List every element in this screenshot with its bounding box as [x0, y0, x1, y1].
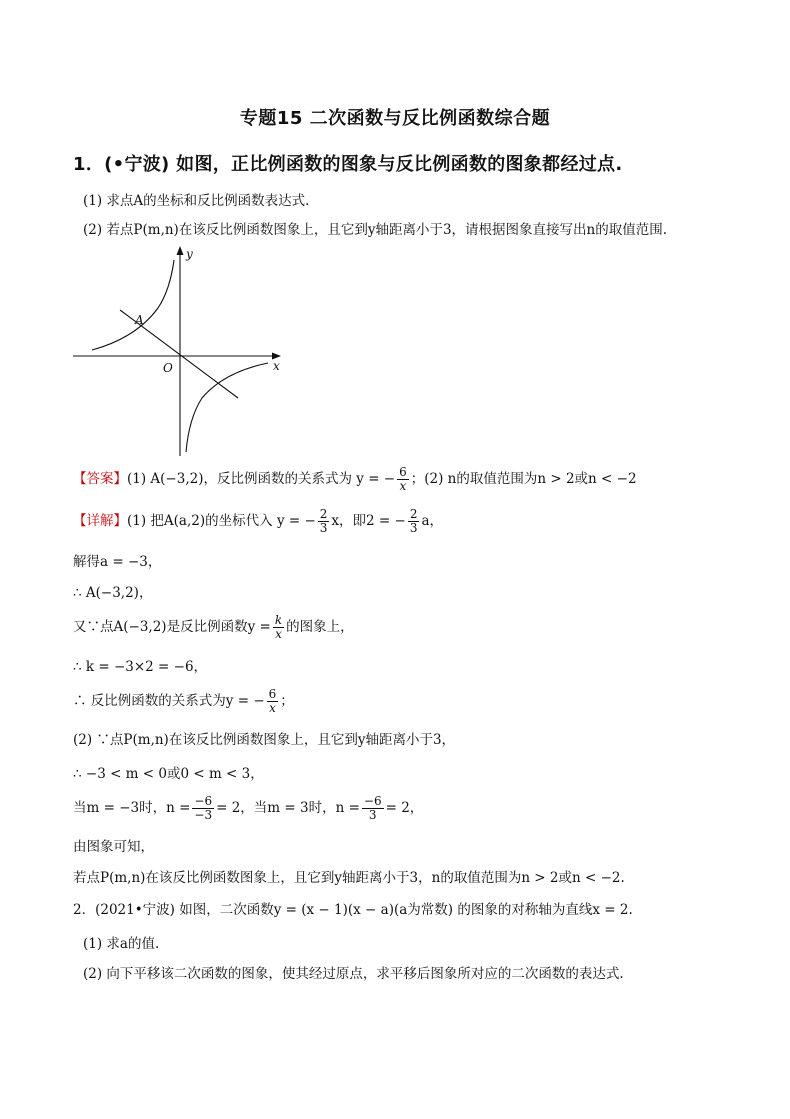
question-2-stem: 2．(2021•宁波) 如图，二次函数y = (x − 1)(x − a)(a为常数) 的图象的对称轴为直线x = 2.: [73, 902, 633, 918]
hyperbola-branch-right: [186, 363, 268, 452]
detail-text: (1) 把A(a,2)的坐标代入: [127, 513, 273, 529]
detail-text: ∴ 反比例函数的关系式为: [73, 693, 226, 709]
detail-text: a，: [421, 513, 444, 529]
page-title: 专题15 二次函数与反比例函数综合题: [239, 108, 551, 129]
detail-text: 的图象上，: [286, 619, 354, 635]
fraction-denominator: x: [275, 627, 282, 641]
detail-line-6: [73, 688, 294, 715]
detail-line-10: 由图象可知，: [73, 839, 154, 855]
answer-tag: 【答案】: [73, 471, 127, 487]
fraction-numerator: 2: [409, 507, 418, 521]
answer-fraction: [397, 466, 409, 493]
detail-fraction: [318, 508, 330, 535]
detail-text: ；: [280, 693, 294, 709]
detail-text: 当m = −3时，n =: [73, 800, 191, 816]
detail-fraction: [362, 795, 384, 822]
detail-line-8: ∴ −3 < m < 0或0 < m < 3，: [73, 766, 264, 782]
detail-tag: 【详解】: [73, 513, 127, 529]
detail-line-3: ∴ A(−3,2)，: [73, 585, 153, 601]
question-1-part-1: (1) 求点A的坐标和反比例函数表达式.: [83, 193, 310, 209]
detail-line-9: [73, 795, 423, 822]
detail-line-4: [73, 614, 354, 641]
detail-text: y = −: [225, 693, 265, 709]
answer-expr-prefix: y = −: [356, 471, 396, 487]
fraction-numerator: 6: [399, 465, 407, 479]
fraction-numerator: 2: [319, 507, 328, 521]
fraction-denominator: 3: [368, 808, 377, 822]
detail-text: 又∵点A(−3,2)是反比例函数: [73, 619, 248, 635]
fraction-numerator: −6: [363, 794, 382, 808]
detail-text: y = −: [276, 513, 316, 529]
y-axis-label: y: [186, 247, 193, 261]
answer-part-2: ；(2) n的取值范围为n > 2或n < −2: [410, 471, 637, 487]
answer-line: [73, 466, 637, 493]
detail-text: y =: [247, 619, 271, 635]
detail-line-1: [73, 508, 443, 535]
detail-text: = 2，: [385, 800, 424, 816]
fraction-numerator: 6: [268, 687, 277, 701]
function-graph-figure: [68, 238, 293, 460]
detail-text: = 2，当m = 3时，n =: [216, 800, 360, 816]
x-axis-label: x: [273, 359, 280, 373]
detail-line-11: 若点P(m,n)在该反比例函数图象上，且它到y轴距离小于3，n的取值范围为n > 2或n < −2.: [73, 870, 625, 886]
hyperbola-branch-left: [92, 260, 174, 350]
detail-fraction: [192, 795, 214, 822]
question-2-part-1: (1) 求a的值.: [83, 936, 160, 952]
detail-fraction: [408, 508, 420, 535]
fraction-numerator: k: [274, 613, 283, 627]
answer-part-1: (1) A(−3,2)，反比例函数的关系式为: [127, 471, 352, 487]
detail-fraction: [273, 614, 284, 641]
fraction-denominator: −3: [194, 808, 213, 822]
detail-text: x，即2 = −: [331, 513, 406, 529]
fraction-denominator: 3: [409, 521, 418, 535]
detail-line-5: ∴ k = −3×2 = −6，: [73, 659, 208, 675]
detail-line-7: (2) ∵点P(m,n)在该反比例函数图象上，且它到y轴距离小于3，: [73, 732, 456, 748]
question-2-part-2: (2) 向下平移该二次函数的图象，使其经过原点，求平移后图象所对应的二次函数的表达式.: [83, 966, 624, 982]
fraction-denominator: 3: [319, 521, 328, 535]
fraction-denominator: x: [269, 701, 276, 715]
origin-label: O: [163, 361, 173, 375]
question-1-stem: 1．(•宁波) 如图，正比例函数的图象与反比例函数的图象都经过点.: [73, 154, 623, 175]
detail-fraction: [267, 688, 279, 715]
fraction-denominator: x: [399, 479, 407, 493]
detail-line-2: 解得a = −3，: [73, 554, 162, 570]
question-1-part-2: (2) 若点P(m,n)在该反比例函数图象上，且它到y轴距离小于3，请根据图象直接写出n的取值范围.: [83, 222, 668, 238]
fraction-numerator: −6: [194, 794, 213, 808]
point-a-label: A: [135, 313, 144, 327]
y-axis-arrow: [177, 246, 184, 255]
